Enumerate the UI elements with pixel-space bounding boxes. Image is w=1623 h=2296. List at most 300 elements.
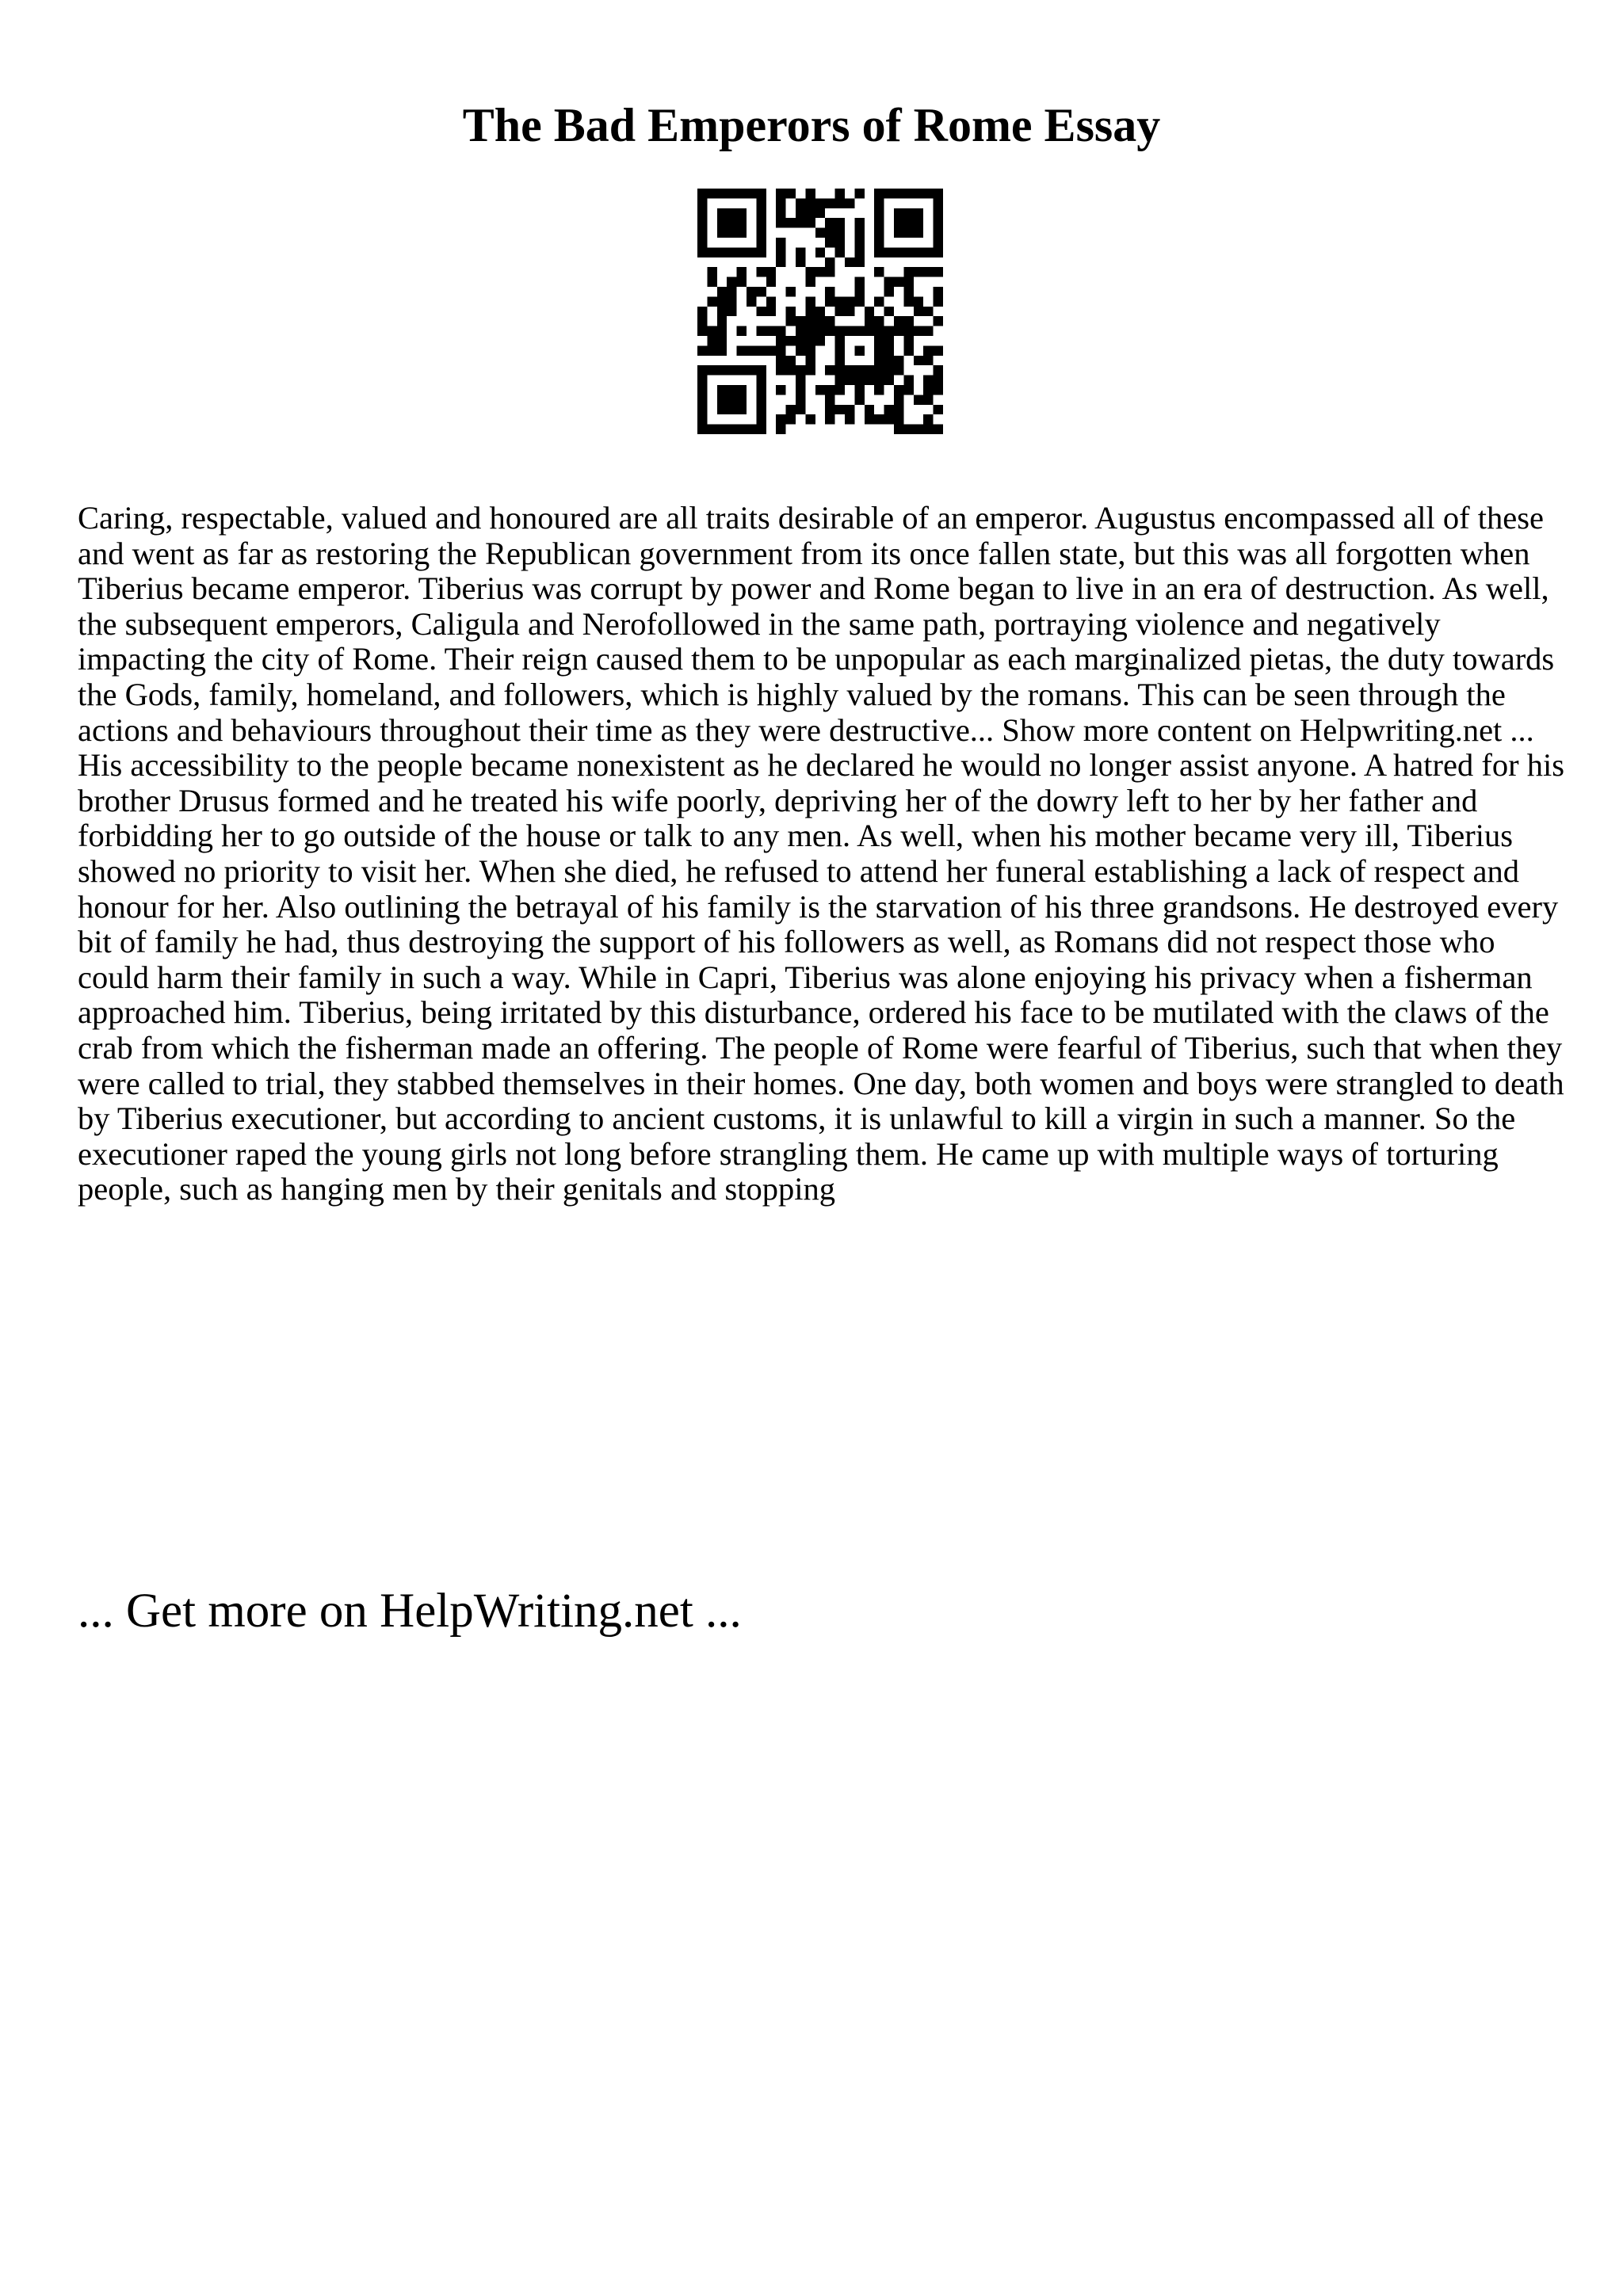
qr-module <box>874 316 884 326</box>
qr-module <box>914 267 923 277</box>
qr-module <box>934 238 943 247</box>
qr-module <box>786 336 796 345</box>
qr-module <box>884 405 894 414</box>
essay-paragraph-2: His accessibility to the people became nonexistent as he declared he would no longer assist anyone. A hatred for his brother Drusus formed and he treated his wife poorly, depriving her of the dowry left to her by her father and forbidding her to go outside of the house or talk to any men. As well, when his mother became very ill, Tiberius showed no priority to visit her. When she died, he refused to attend her funeral establishing a lack of respect and honour for her. Also outlining the betrayal of his family is the starvation of his three grandsons. He destroyed every bit of family he had, thus destroying the support of his followers as well, as Romans did not respect those who could harm their family in such a way. While in Capri, Tiberius was alone enjoying his privacy when a fisherman approached him. Tiberius, being irritated by this disturbance, ordered his face to be mutilated with the claws of the crab from which the fisherman made an offering. The people of Rome were fearful of Tiberius, such that when they were called to trial, they stabbed themselves in their homes. One day, both women and boys were strangled to death by Tiberius executioner, but according to ancient customs, it is unlawful to kill a virgin in such a manner. So the executioner raped the young girls not long before strangling them. He came up with multiple ways of torturing people, such as hanging men by their genitals and stopping <box>78 747 1564 1207</box>
qr-module <box>766 277 776 287</box>
qr-module <box>786 356 796 365</box>
qr-module <box>914 247 923 257</box>
qr-module <box>697 365 707 375</box>
qr-module <box>805 414 815 424</box>
qr-module <box>737 425 747 434</box>
qr-module <box>903 277 913 287</box>
qr-module <box>737 365 747 375</box>
qr-module <box>707 326 716 336</box>
qr-module <box>717 307 727 316</box>
qr-module <box>747 189 756 198</box>
qr-module <box>923 247 933 257</box>
qr-module <box>756 189 766 198</box>
qr-module <box>845 326 854 336</box>
qr-module <box>776 238 785 247</box>
qr-module <box>894 356 903 365</box>
qr-module <box>835 385 845 395</box>
qr-module <box>874 326 884 336</box>
qr-module <box>766 345 776 355</box>
qr-module <box>884 287 894 296</box>
qr-module <box>865 376 874 385</box>
qr-module <box>934 228 943 238</box>
qr-module <box>835 247 845 257</box>
qr-module <box>865 414 874 424</box>
qr-module <box>737 267 747 277</box>
qr-module <box>934 267 943 277</box>
qr-module <box>874 218 884 227</box>
qr-module <box>914 218 923 227</box>
qr-module <box>874 198 884 208</box>
qr-module <box>903 336 913 345</box>
qr-module <box>845 365 854 375</box>
get-more-link[interactable]: ... Get more on HelpWriting.net ... <box>78 1585 742 1638</box>
qr-module <box>874 228 884 238</box>
qr-module <box>835 228 845 238</box>
qr-module <box>815 326 825 336</box>
qr-module <box>756 405 766 414</box>
qr-module <box>815 228 825 238</box>
qr-module <box>894 385 903 395</box>
qr-module <box>805 365 815 375</box>
qr-module <box>776 198 785 208</box>
qr-module <box>697 307 707 316</box>
qr-module <box>835 356 845 365</box>
qr-module <box>835 238 845 247</box>
qr-module <box>717 247 727 257</box>
qr-module <box>756 326 766 336</box>
qr-module <box>835 198 845 208</box>
qr-module <box>707 365 716 375</box>
qr-module <box>914 395 923 404</box>
qr-module <box>786 189 796 198</box>
qr-module <box>825 365 834 375</box>
qr-module <box>884 277 894 287</box>
qr-module <box>727 425 736 434</box>
qr-module <box>903 228 913 238</box>
qr-module <box>796 345 805 355</box>
qr-module <box>934 345 943 355</box>
qr-module <box>854 189 864 198</box>
qr-module <box>717 326 727 336</box>
qr-module <box>923 376 933 385</box>
qr-module <box>894 316 903 326</box>
qr-module <box>737 405 747 414</box>
qr-module <box>717 345 727 355</box>
qr-module <box>894 425 903 434</box>
qr-module <box>835 365 845 375</box>
qr-module <box>756 287 766 296</box>
qr-module <box>727 385 736 395</box>
qr-module <box>894 414 903 424</box>
qr-module <box>845 198 854 208</box>
qr-module <box>923 385 933 395</box>
qr-module <box>697 345 707 355</box>
qr-module <box>697 228 707 238</box>
qr-module <box>874 336 884 345</box>
qr-module <box>707 189 716 198</box>
qr-module <box>884 365 894 375</box>
qr-module <box>727 307 736 316</box>
qr-module <box>697 385 707 395</box>
qr-module <box>737 228 747 238</box>
qr-module <box>854 376 864 385</box>
qr-module <box>756 307 766 316</box>
qr-module <box>934 405 943 414</box>
qr-module <box>894 208 903 218</box>
qr-module <box>707 425 716 434</box>
qr-module <box>766 267 776 277</box>
qr-module <box>796 208 805 218</box>
qr-module <box>894 189 903 198</box>
qr-module <box>717 395 727 404</box>
qr-module <box>717 316 727 326</box>
qr-module <box>796 376 805 385</box>
qr-module <box>825 198 834 208</box>
qr-module <box>756 395 766 404</box>
qr-module <box>805 198 815 208</box>
qr-module <box>874 267 884 277</box>
qr-module <box>786 316 796 326</box>
qr-module <box>796 385 805 395</box>
qr-module <box>717 425 727 434</box>
qr-module <box>854 385 864 395</box>
qr-module <box>717 189 727 198</box>
qr-module <box>884 326 894 336</box>
qr-module <box>894 247 903 257</box>
qr-module <box>717 296 727 306</box>
qr-module <box>756 385 766 395</box>
qr-module <box>825 287 834 296</box>
qr-module <box>776 365 785 375</box>
qr-module <box>874 376 884 385</box>
qr-module <box>914 356 923 365</box>
qr-module <box>796 365 805 375</box>
qr-module <box>845 414 854 424</box>
qr-module <box>934 198 943 208</box>
qr-module <box>914 189 923 198</box>
qr-module <box>776 247 785 257</box>
qr-module <box>815 247 825 257</box>
qr-module <box>835 376 845 385</box>
qr-module <box>697 414 707 424</box>
qr-module <box>747 287 756 296</box>
qr-module <box>903 385 913 395</box>
qr-module <box>796 336 805 345</box>
qr-module <box>796 218 805 227</box>
qr-module <box>747 296 756 306</box>
qr-module <box>865 405 874 414</box>
qr-module <box>815 307 825 316</box>
qr-module <box>934 247 943 257</box>
qr-module <box>914 208 923 218</box>
qr-module <box>796 198 805 208</box>
qr-module <box>717 365 727 375</box>
qr-module <box>707 336 716 345</box>
qr-module <box>805 218 815 227</box>
qr-module <box>805 326 815 336</box>
qr-module <box>717 218 727 227</box>
qr-module <box>796 257 805 267</box>
qr-module <box>786 218 796 227</box>
qr-module <box>697 376 707 385</box>
qr-module <box>776 425 785 434</box>
qr-module <box>786 405 796 414</box>
qr-module <box>903 326 913 336</box>
qr-module <box>825 405 834 414</box>
qr-module <box>835 345 845 355</box>
qr-module <box>707 267 716 277</box>
qr-module <box>825 267 834 277</box>
qr-module <box>923 425 933 434</box>
qr-module <box>756 218 766 227</box>
qr-module <box>786 307 796 316</box>
qr-module <box>825 326 834 336</box>
qr-module <box>874 385 884 395</box>
qr-module <box>717 336 727 345</box>
qr-module <box>865 307 874 316</box>
qr-module <box>707 247 716 257</box>
qr-module <box>894 365 903 375</box>
qr-module <box>815 316 825 326</box>
qr-module <box>903 376 913 385</box>
qr-module <box>717 228 727 238</box>
qr-module <box>805 307 815 316</box>
qr-module <box>697 395 707 404</box>
qr-module <box>776 414 785 424</box>
qr-module <box>825 385 834 395</box>
qr-module <box>835 405 845 414</box>
qr-module <box>697 208 707 218</box>
qr-module <box>717 287 727 296</box>
qr-module <box>727 405 736 414</box>
qr-module <box>845 257 854 267</box>
qr-module <box>894 218 903 227</box>
qr-module <box>854 287 864 296</box>
qr-module <box>934 208 943 218</box>
qr-module <box>737 218 747 227</box>
qr-module <box>903 316 913 326</box>
qr-module <box>756 208 766 218</box>
qr-module <box>756 238 766 247</box>
document-title: The Bad Emperors of Rome Essay <box>462 99 1161 151</box>
qr-module <box>934 385 943 395</box>
qr-module <box>894 326 903 336</box>
qr-module <box>903 287 913 296</box>
qr-module <box>825 395 834 404</box>
qr-module <box>894 228 903 238</box>
qr-module <box>923 395 933 404</box>
qr-module <box>825 316 834 326</box>
qr-module <box>923 414 933 424</box>
qr-module <box>766 307 776 316</box>
qr-module <box>796 247 805 257</box>
qr-module <box>884 376 894 385</box>
qr-module <box>934 287 943 296</box>
qr-module <box>903 296 913 306</box>
qr-module <box>854 247 864 257</box>
qr-module <box>747 345 756 355</box>
qr-module <box>805 267 815 277</box>
qr-module <box>884 307 894 316</box>
qr-module <box>903 208 913 218</box>
essay-body <box>78 501 1568 1207</box>
qr-module <box>727 296 736 306</box>
qr-module <box>884 345 894 355</box>
qr-module <box>727 395 736 404</box>
qr-module <box>727 208 736 218</box>
qr-module <box>825 228 834 238</box>
qr-module <box>766 296 776 306</box>
qr-module <box>825 218 834 227</box>
qr-module <box>805 208 815 218</box>
qr-module <box>786 365 796 375</box>
qr-module <box>903 247 913 257</box>
qr-module <box>796 405 805 414</box>
qr-module <box>805 345 815 355</box>
qr-module <box>854 257 864 267</box>
qr-module <box>776 189 785 198</box>
qr-module <box>874 414 884 424</box>
qr-module <box>737 385 747 395</box>
qr-module <box>934 376 943 385</box>
qr-module <box>874 189 884 198</box>
qr-module <box>845 296 854 306</box>
qr-module <box>934 189 943 198</box>
qr-module <box>894 277 903 287</box>
qr-module <box>697 198 707 208</box>
qr-module <box>717 385 727 395</box>
qr-module <box>727 228 736 238</box>
qr-module <box>796 316 805 326</box>
qr-module <box>697 326 707 336</box>
qr-module <box>934 218 943 227</box>
qr-module <box>776 326 785 336</box>
qr-module <box>776 218 785 227</box>
qr-code-icon[interactable] <box>697 189 943 434</box>
qr-module <box>727 287 736 296</box>
qr-module <box>697 425 707 434</box>
qr-module <box>903 267 913 277</box>
qr-module <box>805 336 815 345</box>
qr-module <box>815 208 825 218</box>
qr-module <box>914 296 923 306</box>
qr-module <box>835 296 845 306</box>
qr-module <box>737 208 747 218</box>
qr-module <box>697 316 707 326</box>
qr-module <box>854 277 864 287</box>
qr-module <box>776 356 785 365</box>
qr-module <box>874 208 884 218</box>
qr-module <box>923 189 933 198</box>
qr-module <box>815 198 825 208</box>
qr-module <box>914 326 923 336</box>
qr-module <box>854 365 864 375</box>
qr-module <box>884 247 894 257</box>
qr-module <box>884 336 894 345</box>
qr-module <box>854 296 864 306</box>
qr-module <box>903 189 913 198</box>
qr-module <box>815 385 825 395</box>
qr-module <box>737 395 747 404</box>
qr-module <box>874 238 884 247</box>
qr-module <box>727 247 736 257</box>
qr-module <box>865 316 874 326</box>
qr-module <box>756 345 766 355</box>
qr-module <box>835 326 845 336</box>
qr-module <box>796 326 805 336</box>
qr-module <box>914 425 923 434</box>
qr-module <box>805 316 815 326</box>
qr-module <box>835 189 845 198</box>
qr-module <box>835 218 845 227</box>
qr-module <box>825 414 834 424</box>
qr-module <box>727 277 736 287</box>
qr-module <box>805 356 815 365</box>
qr-module <box>756 376 766 385</box>
qr-module <box>825 257 834 267</box>
qr-module <box>894 405 903 414</box>
qr-module <box>727 365 736 375</box>
qr-module <box>845 405 854 414</box>
qr-module <box>934 296 943 306</box>
qr-module <box>756 414 766 424</box>
qr-module <box>865 326 874 336</box>
qr-module <box>737 247 747 257</box>
qr-module <box>914 307 923 316</box>
qr-module <box>845 376 854 385</box>
qr-module <box>805 277 815 287</box>
qr-module <box>835 336 845 345</box>
qr-module <box>845 307 854 316</box>
qr-module <box>914 228 923 238</box>
qr-module <box>865 365 874 375</box>
qr-module <box>894 395 903 404</box>
qr-module <box>776 345 785 355</box>
qr-module <box>903 425 913 434</box>
qr-module <box>756 247 766 257</box>
qr-module <box>874 247 884 257</box>
qr-module <box>697 405 707 414</box>
qr-module <box>854 395 864 404</box>
qr-module <box>903 345 913 355</box>
qr-module <box>815 336 825 345</box>
qr-module <box>874 296 884 306</box>
qr-module <box>854 218 864 227</box>
qr-module <box>923 326 933 336</box>
qr-module <box>727 218 736 227</box>
qr-module <box>707 277 716 287</box>
qr-module <box>697 218 707 227</box>
qr-module <box>707 345 716 355</box>
qr-module <box>934 425 943 434</box>
qr-module <box>776 385 785 395</box>
qr-module <box>805 189 815 198</box>
qr-module <box>884 356 894 365</box>
qr-module <box>815 267 825 277</box>
qr-module <box>835 307 845 316</box>
qr-module <box>874 365 884 375</box>
qr-module <box>707 296 716 306</box>
qr-module <box>756 365 766 375</box>
qr-module <box>934 316 943 326</box>
qr-module <box>874 356 884 365</box>
qr-module <box>747 425 756 434</box>
